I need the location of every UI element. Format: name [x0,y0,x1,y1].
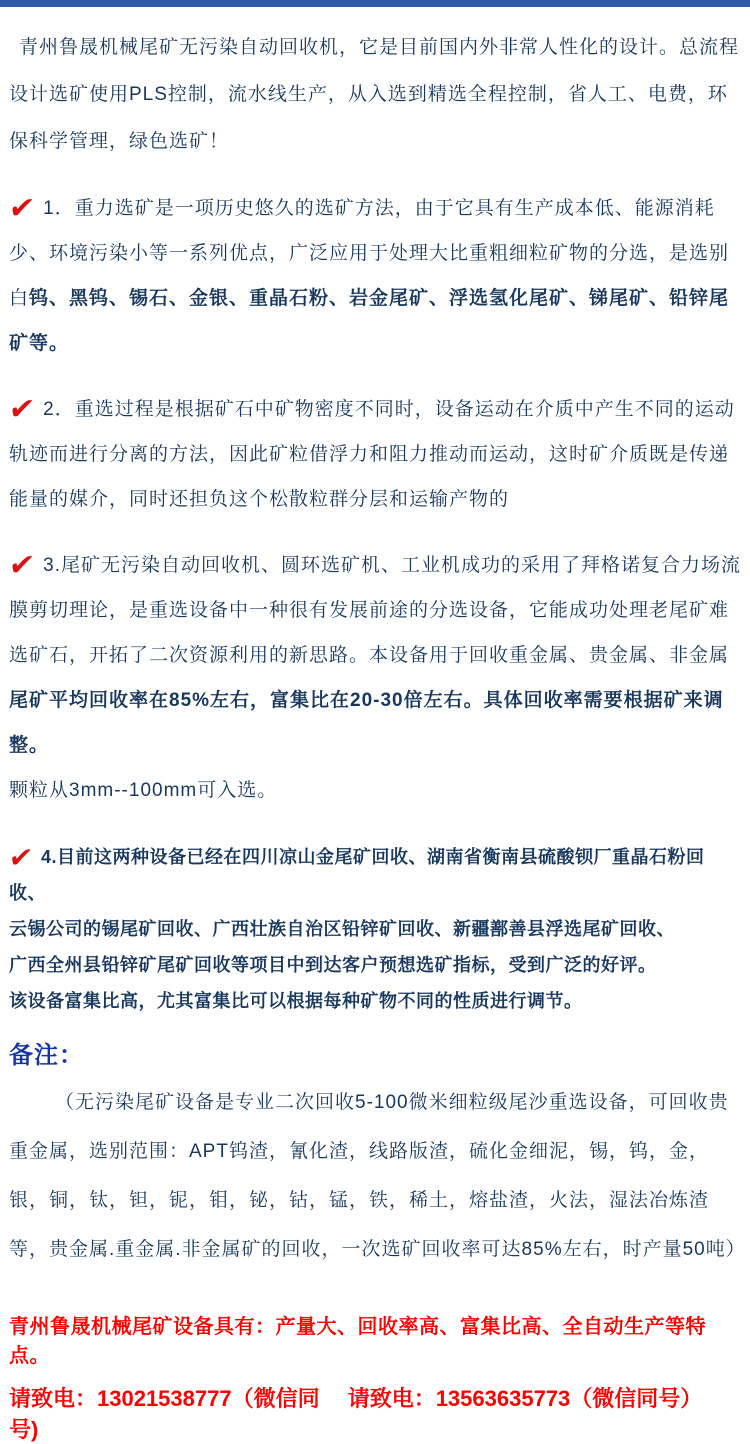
item4-line-3: 广西全州县铅锌矿尾矿回收等项目中到达客户预想选矿指标，受到广泛的好评。 [9,955,657,975]
note-heading: 备注： [9,1042,84,1069]
item1-text: 1．重力选矿是一项历史悠久的选矿方法，由于它具有生产成本低、能源消耗少、环境污染小等一系列优点，广泛应用于处理大比重粗细粒矿物的分选，是选别白 [9,198,730,309]
item4-line-4: 该设备富集比高，尤其富集比可以根据每种矿物不同的性质进行调节。 [9,991,583,1011]
footer-phone-row [9,1382,741,1444]
item4-line1-text: 4.目前这两种设备已经在四川凉山金尾矿回收、湖南省衡南县硫酸钡厂重晶石粉回收、 [9,847,705,903]
red-checkmark-icon: ✔ [6,549,38,582]
item2-text: 2．重选过程是根据矿石中矿物密度不同时，设备运动在介质中产生不同的运动轨迹而进行分离的方法，因此矿粒借浮力和阻力推动而运动，这时矿介质既是传递能量的媒介，同时还担负这个松散粒群分层和运输产物的 [9,399,735,510]
list-item-2 [6,387,741,522]
list-item-4 [6,839,741,1019]
item1-bold-text: 钨、黑钨、锡石、金银、重晶石粉、岩金尾矿、浮选氢化尾矿、锑尾矿、铅锌尾矿等。 [9,288,730,354]
item3-particle-size-line: 颗粒从3mm--100mm可入选。 [9,780,278,801]
item4-line-2: 云锡公司的锡尾矿回收、广西壮族自治区铅锌矿回收、新疆鄯善县浮选尾矿回收、 [9,919,675,939]
item3-bold-text: 尾矿平均回收率在85%左右，富集比在20-30倍左右。具体回收率需要根据矿来调整。 [9,690,724,756]
footer-slogan: 青州鲁晟机械尾矿设备具有：产量大、回收率高、富集比高、全自动生产等特点。 [9,1316,706,1367]
intro-paragraph: 青州鲁晟机械尾矿无污染自动回收机，它是目前国内外非常人性化的设计。总流程设计选矿使用PLS控制，流水线生产，从入选到精选全程控制，省人工、电费，环保科学管理，绿色选矿！ [9,37,740,152]
red-checkmark-icon: ✔ [6,842,36,873]
phone-number-right: 请致电：13563635773（微信同号） [347,1386,703,1411]
red-checkmark-icon: ✔ [6,393,38,426]
list-item-3 [6,543,741,813]
page-content [0,24,750,1444]
top-blue-bar [0,0,750,7]
list-item-1 [6,186,741,366]
phone-number-left: 请致电：13021538777（微信同号) [9,1386,320,1442]
item4-line-1 [6,839,741,911]
note-paragraph: （无污染尾矿设备是专业二次回收5-100微米细粒级尾沙重选设备，可回收贵重金属，选别范围：APT钨渣，氰化渣，线路版渣，硫化金细泥，锡，钨，金，银，铜，钛，钽，铌，钼，铋，钴，锰，铁，稀土，熔盐渣，火法，湿法冶炼渣等，贵金属.重金属.非金属矿的回收，一次选矿回收率可达85%左右，时产量50吨） [9,1092,746,1260]
red-checkmark-icon: ✔ [6,192,38,225]
item3-text: 3.尾矿无污染自动回收机、圆环选矿机、工业机成功的采用了拜格诺复合力场流膜剪切理论，是重选设备中一种很有发展前途的分选设备，它能成功处理老尾矿难选矿石，开拓了二次资源利用的新思路。本设备用于回收重金属、贵金属、非金属 [9,555,741,666]
